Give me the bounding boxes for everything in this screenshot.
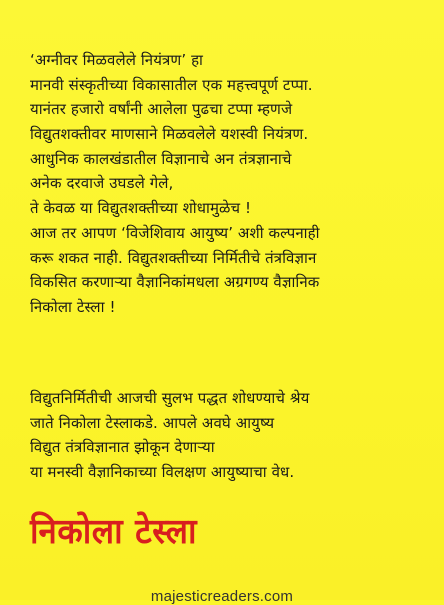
blurb-line: ते केवळ या विद्युतशक्तीच्या शोधामुळेच ! — [30, 199, 252, 218]
blurb-line: यानंतर हजारो वर्षांनी आलेला पुढचा टप्पा म्हणजे — [30, 100, 293, 119]
blurb-line: जाते निकोला टेस्लाकडे. आपले अवघे आयुष्य — [30, 413, 275, 432]
blurb-paragraph-1 — [30, 48, 440, 320]
blurb-line: आज तर आपण ‘विजेशिवाय आयुष्य’ अशी कल्पनाही — [30, 223, 320, 242]
blurb-line: अनेक दरवाजे उघडले गेले, — [30, 174, 174, 193]
blurb-line: विद्युतशक्तीवर माणसाने मिळवलेले यशस्वी नियंत्रण. — [30, 125, 309, 144]
blurb-line: करू शकत नाही. विद्युतशक्तीच्या निर्मितीचे तंत्रविज्ञान — [30, 248, 317, 267]
blurb-line: या मनस्वी वैज्ञानिकाच्या विलक्षण आयुष्याचा वेध. — [30, 463, 295, 482]
blurb-line: आधुनिक कालखंडातील विज्ञानाचे अन तंत्रज्ञानाचे — [30, 149, 292, 168]
blurb-line: ‘अग्नीवर मिळवलेले नियंत्रण’ हा — [30, 51, 204, 69]
website-url[interactable]: majesticreaders.com — [150, 588, 294, 605]
author-name: निकोला टेस्ला — [30, 510, 198, 552]
blurb-line: मानवी संस्कृतीच्या विकासातील एक महत्त्वपूर्ण टप्पा. — [30, 75, 313, 94]
blurb-paragraph-2 — [30, 386, 440, 485]
blurb-line: निकोला टेस्ला ! — [30, 297, 116, 316]
blurb-line: विद्युत तंत्रविज्ञानात झोकून देणाऱ्या — [30, 438, 215, 457]
blurb-line: विकसित करणाऱ्या वैज्ञानिकांमधला अग्रगण्य वैज्ञानिक — [30, 273, 320, 292]
blurb-line: विद्युतनिर्मितीची आजची सुलभ पद्धत शोधण्याचे श्रेय — [30, 389, 310, 407]
